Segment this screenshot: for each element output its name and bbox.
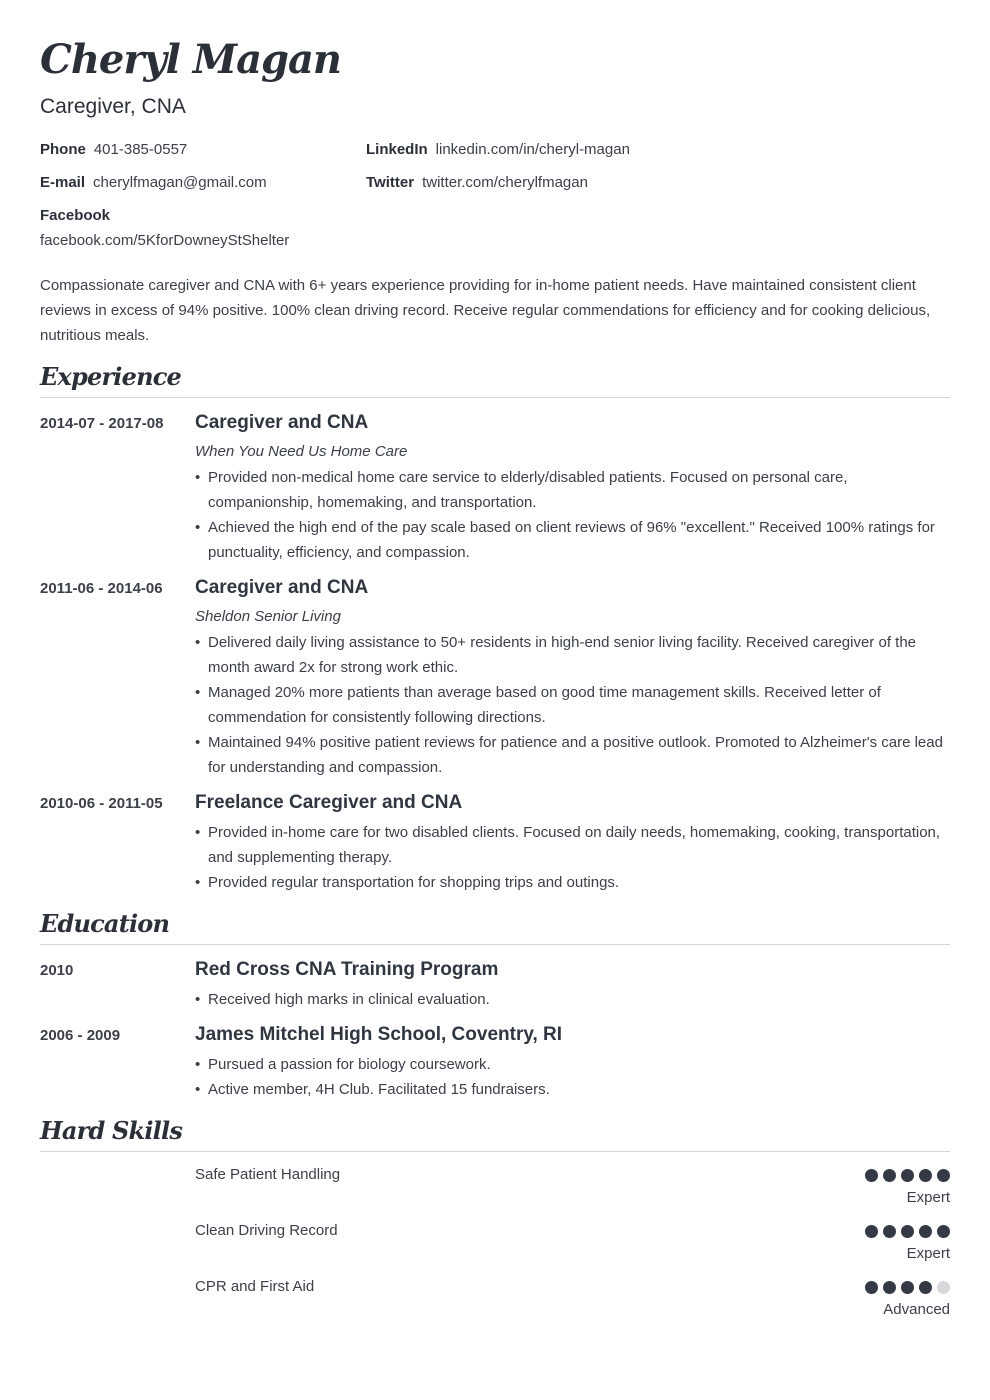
bullet-item: • Provided in-home care for two disabled clients. Focused on daily needs, homemaking, cooking, transportation, and supplementing therapy. <box>195 820 950 870</box>
phone-value: 401-385-0557 <box>93 141 188 158</box>
skill-rating <box>865 1169 950 1182</box>
rating-dot-filled <box>865 1225 878 1238</box>
twitter-value[interactable]: twitter.com/cherylfmagan <box>422 174 588 191</box>
education-dates: 2010 <box>40 962 74 979</box>
rating-dot-filled <box>901 1169 914 1182</box>
skills-heading: Hard Skills <box>40 1116 183 1145</box>
bullet-item: • Received high marks in clinical evaluation. <box>195 987 950 1012</box>
bullet-item: • Maintained 94% positive patient reviews for patience and a positive outlook. Promoted to Alzheimer's care lead for understanding and compassion. <box>195 730 950 780</box>
skill-level: Advanced <box>883 1301 950 1318</box>
job-employer: When You Need Us Home Care <box>195 443 408 460</box>
rating-dot-filled <box>883 1225 896 1238</box>
skill-level: Expert <box>906 1189 950 1206</box>
candidate-name: Cheryl Magan <box>40 36 341 83</box>
bullet-item: • Delivered daily living assistance to 50+ residents in high-end senior living facility. Received caregiver of the month award 2x for strong work ethic. <box>195 630 950 680</box>
job-title: Freelance Caregiver and CNA <box>195 792 463 813</box>
experience-divider <box>40 397 950 398</box>
rating-dot-filled <box>901 1281 914 1294</box>
rating-dot-filled <box>901 1225 914 1238</box>
bullet-item: • Pursued a passion for biology coursework. <box>195 1052 950 1077</box>
skills-divider <box>40 1151 950 1152</box>
job-bullets <box>195 630 950 780</box>
bullet-item: • Provided non-medical home care service to elderly/disabled patients. Focused on personal care, companionship, homemaking, and transportation. <box>195 465 950 515</box>
education-bullets <box>195 1052 950 1102</box>
education-dates: 2006 - 2009 <box>40 1027 121 1044</box>
skill-name: Clean Driving Record <box>195 1222 338 1239</box>
job-dates: 2010-06 - 2011-05 <box>40 795 163 812</box>
email-label: E-mail <box>40 174 86 191</box>
facebook-label: Facebook <box>40 207 111 224</box>
candidate-role: Caregiver, CNA <box>40 95 186 118</box>
contact-email <box>40 173 267 193</box>
rating-dot-filled <box>919 1225 932 1238</box>
bullet-item: • Managed 20% more patients than average based on good time management skills. Received letter of commendation for consistently following directions. <box>195 680 950 730</box>
job-title: Caregiver and CNA <box>195 412 369 433</box>
facebook-value[interactable]: facebook.com/5KforDowneyStShelter <box>40 232 290 249</box>
job-dates: 2014-07 - 2017-08 <box>40 415 164 432</box>
bullet-item: • Active member, 4H Club. Facilitated 15 fundraisers. <box>195 1077 950 1102</box>
contact-linkedin <box>366 140 630 160</box>
job-bullets <box>195 820 950 895</box>
education-title: James Mitchel High School, Coventry, RI <box>195 1024 563 1045</box>
job-title: Caregiver and CNA <box>195 577 369 598</box>
rating-dot-empty <box>937 1281 950 1294</box>
skill-rating <box>865 1225 950 1238</box>
twitter-label: Twitter <box>366 174 415 191</box>
job-dates: 2011-06 - 2014-06 <box>40 580 163 597</box>
rating-dot-filled <box>883 1281 896 1294</box>
rating-dot-filled <box>865 1281 878 1294</box>
job-employer: Sheldon Senior Living <box>195 608 341 625</box>
education-heading: Education <box>40 909 170 938</box>
rating-dot-filled <box>937 1225 950 1238</box>
rating-dot-filled <box>937 1169 950 1182</box>
rating-dot-filled <box>919 1169 932 1182</box>
job-bullets <box>195 465 950 565</box>
skill-name: Safe Patient Handling <box>195 1166 341 1183</box>
education-bullets <box>195 987 950 1012</box>
rating-dot-filled <box>883 1169 896 1182</box>
linkedin-label: LinkedIn <box>366 141 428 158</box>
skill-level: Expert <box>906 1245 950 1262</box>
linkedin-value[interactable]: linkedin.com/in/cheryl-magan <box>435 141 630 158</box>
education-divider <box>40 944 950 945</box>
education-title: Red Cross CNA Training Program <box>195 959 499 980</box>
contact-twitter <box>366 173 588 193</box>
profile-summary: Compassionate caregiver and CNA with 6+ years experience providing for in-home patient needs. Have maintained consistent client reviews in excess of 94% positive. 100% clean driving record. Receive regular commendations for efficiency and for cooking delicious, nutritious meals. <box>40 277 931 344</box>
skill-name: CPR and First Aid <box>195 1278 315 1295</box>
experience-heading: Experience <box>40 362 182 391</box>
bullet-item: • Achieved the high end of the pay scale based on client reviews of 96% "excellent." Received 100% ratings for punctuality, efficiency, and compassion. <box>195 515 950 565</box>
skill-rating <box>865 1281 950 1294</box>
rating-dot-filled <box>919 1281 932 1294</box>
email-value[interactable]: cherylfmagan@gmail.com <box>93 174 267 191</box>
phone-label: Phone <box>40 141 86 158</box>
rating-dot-filled <box>865 1169 878 1182</box>
contact-phone <box>40 140 187 160</box>
bullet-item: • Provided regular transportation for shopping trips and outings. <box>195 870 950 895</box>
contact-facebook <box>40 206 289 251</box>
